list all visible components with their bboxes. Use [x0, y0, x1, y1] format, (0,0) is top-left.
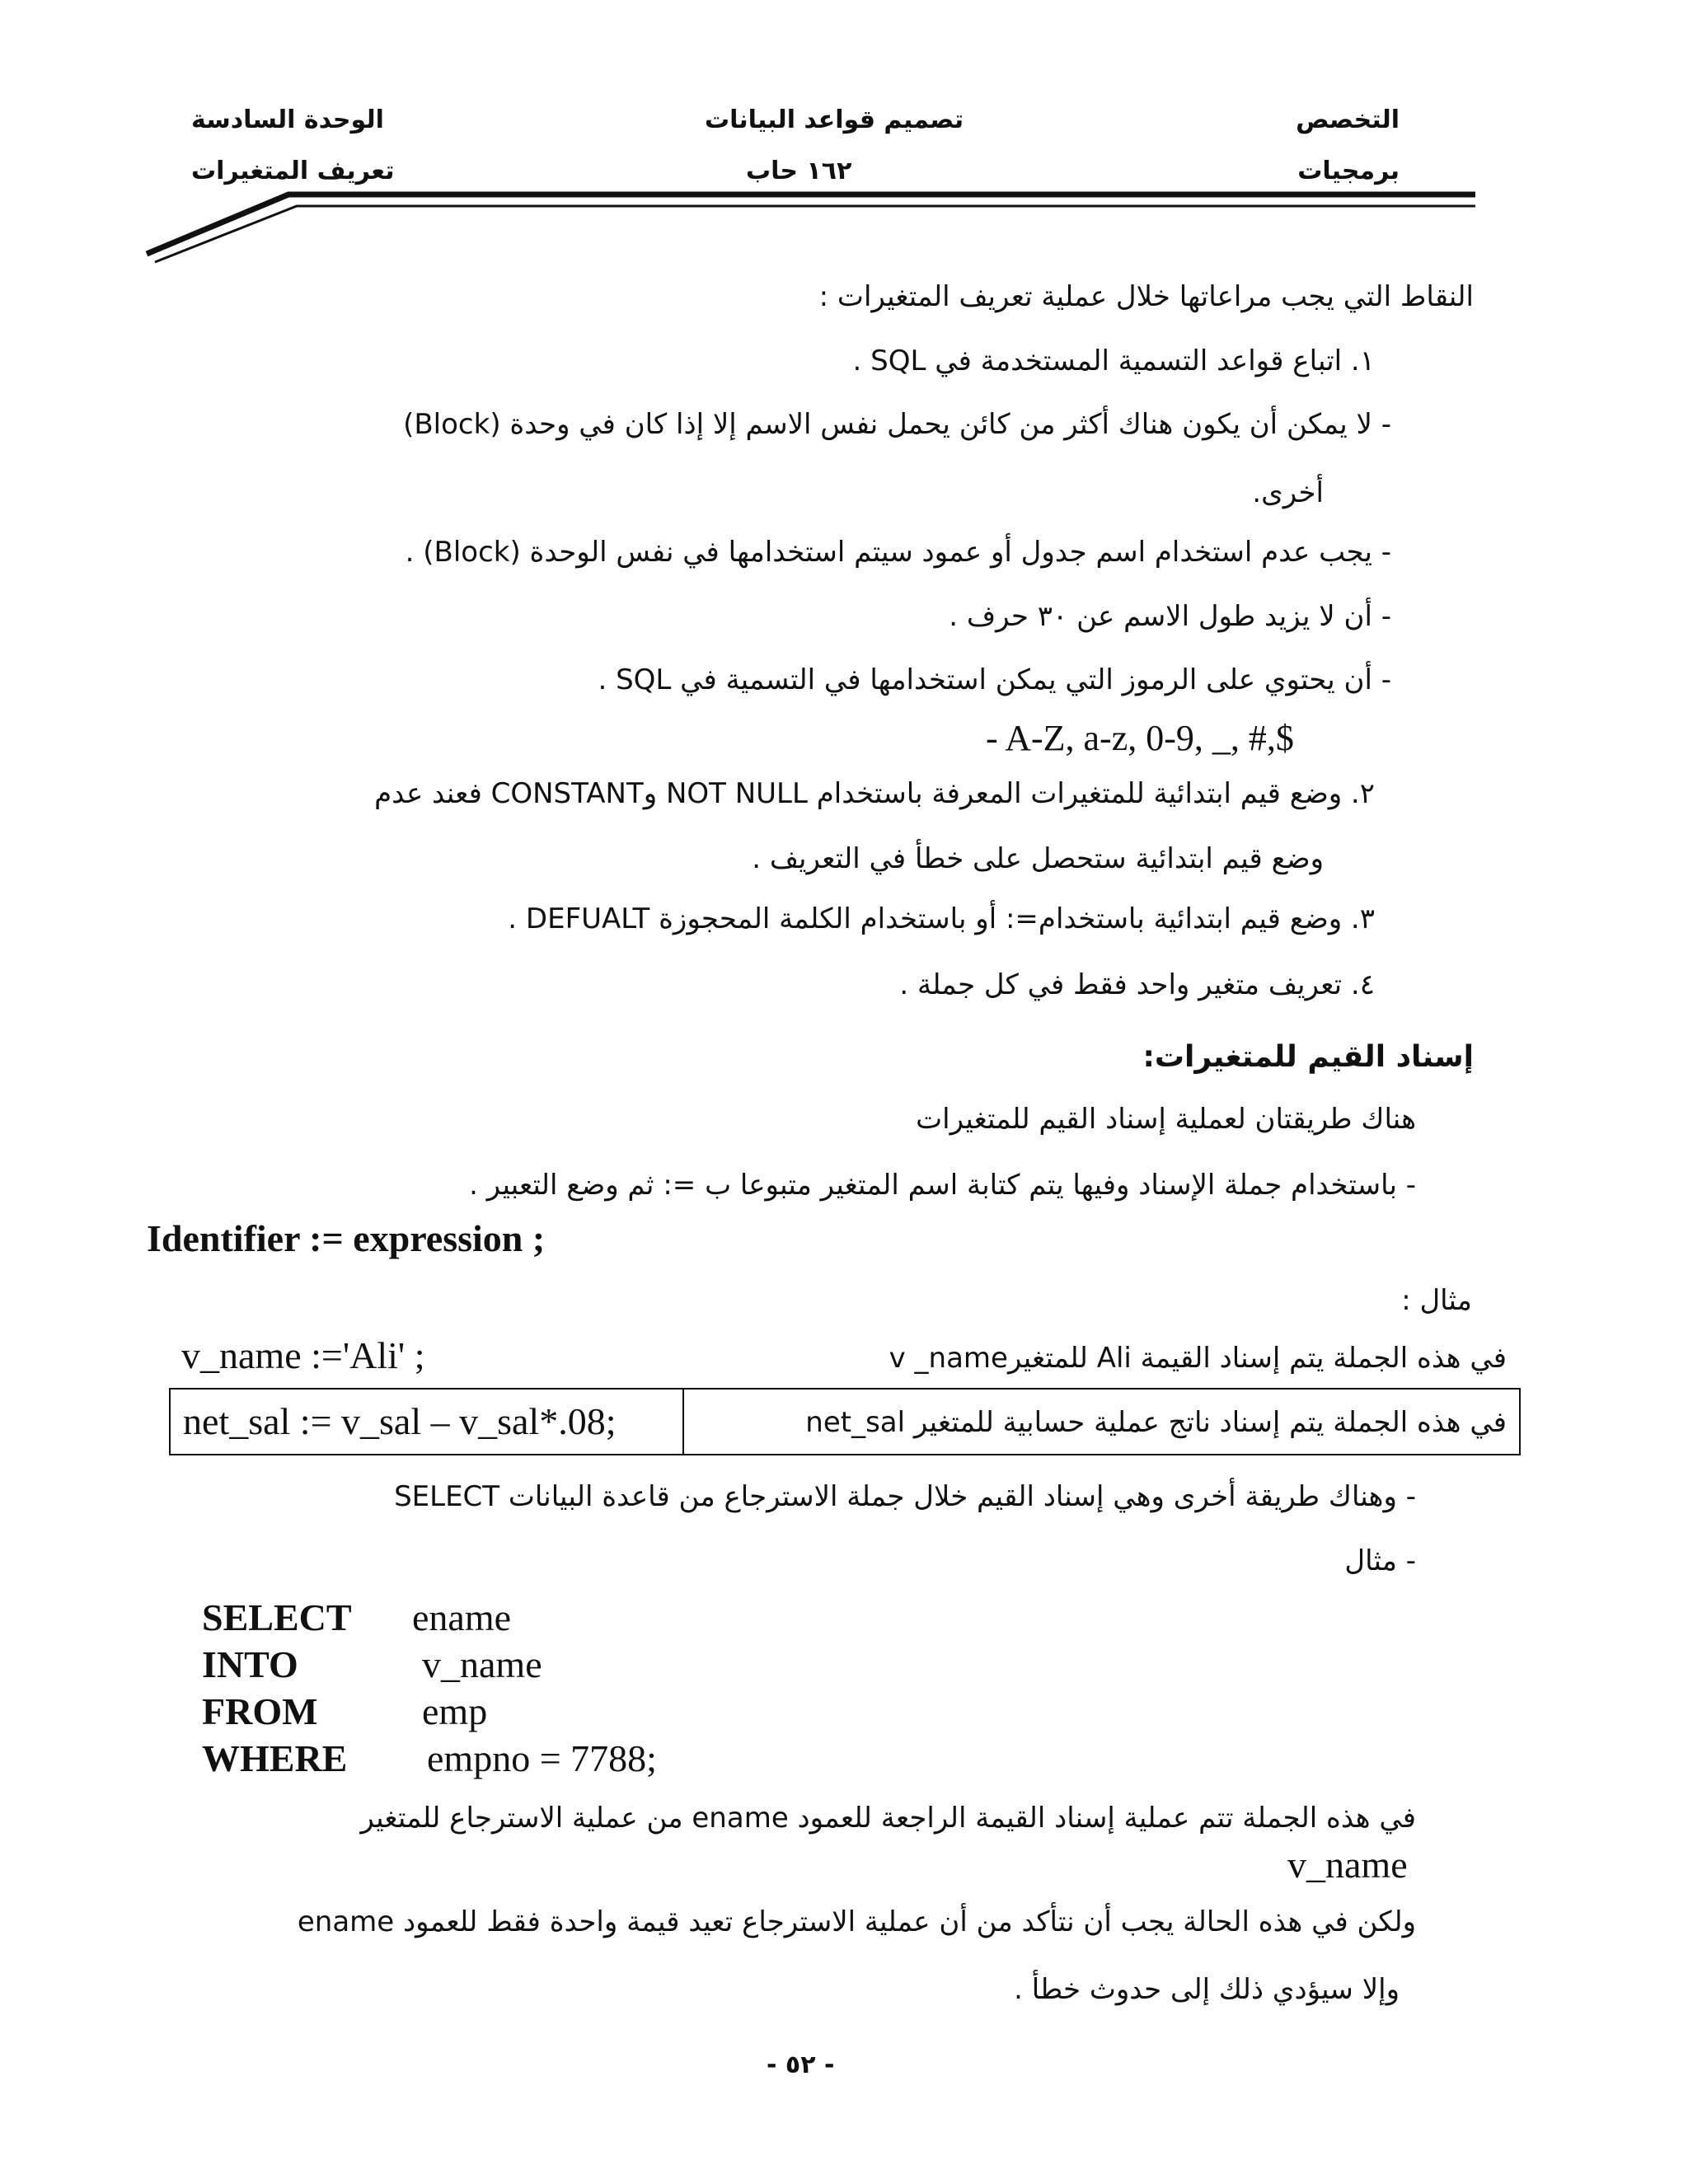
example-row1-code: v_name :='Ali' ;: [181, 1334, 425, 1376]
section1-item-4: ٤. تعريف متغير واحد فقط في كل جملة .: [899, 968, 1375, 1001]
explain-line-1: في هذه الجملة تتم عملية إسناد القيمة الراجعة للعمود ename من عملية الاسترجاع للمتغير: [360, 1802, 1416, 1835]
example-table-divider: [682, 1388, 684, 1455]
header-course-title: تصميم قواعد البيانات: [705, 105, 964, 134]
sql-keyword-where: WHERE: [202, 1737, 348, 1779]
sql-keyword-select: SELECT: [202, 1596, 352, 1638]
sql-value-select: ename: [412, 1596, 512, 1638]
section1-item-3: ٣. وضع قيم ابتدائية باستخدام=: أو باستخدام الكلمة المحجوزة DEFUALT .: [508, 902, 1375, 935]
section1-dash-1-line2: أخرى.: [1252, 476, 1324, 509]
explain-line-2: v_name: [1287, 1844, 1408, 1886]
section1-dash-2: - يجب عدم استخدام اسم جدول أو عمود سيتم استخدامها في نفس الوحدة (Block) .: [405, 536, 1391, 569]
section1-intro: النقاط التي يجب مراعاتها خلال عملية تعريف المتغيرات :: [818, 280, 1474, 313]
section2-heading: إسناد القيم للمتغيرات:: [1142, 1040, 1474, 1074]
header-specialty-value: برمجيات: [1297, 157, 1400, 185]
sql-value-into: v_name: [422, 1643, 542, 1685]
example-row2-code: net_sal := v_sal – v_sal*.08;: [183, 1400, 617, 1442]
header-unit-title: تعريف المتغيرات: [191, 157, 395, 185]
section1-dash-1-line1: - لا يمكن أن يكون هناك أكثر من كائن يحمل نفس الاسم إلا إذا كان في وحدة (Block): [403, 408, 1391, 441]
section2-dash-1: - باستخدام جملة الإسناد وفيها يتم كتابة اسم المتغير متبوعا ب =: ثم وضع التعبير .: [469, 1169, 1416, 1202]
section1-item-2-line2: وضع قيم ابتدائية ستحصل على خطأ في التعريف .: [752, 842, 1324, 875]
page-number: - ٥٢ -: [767, 2050, 835, 2079]
example-row1-desc: في هذه الجملة يتم إسناد القيمة Ali للمتغيرv _name: [889, 1342, 1507, 1375]
sql-keyword-from: FROM: [202, 1690, 318, 1732]
header-divider: [0, 0, 1688, 272]
section1-dash-4: - أن يحتوي على الرموز التي يمكن استخدامها في التسمية في SQL .: [598, 663, 1391, 696]
section2-dash-2: - وهناك طريقة أخرى وهي إسناد القيم خلال جملة الاسترجاع من قاعدة البيانات SELECT: [394, 1480, 1416, 1513]
header-course-code: ١٦٢ حاب: [746, 157, 852, 185]
sql-keyword-into: INTO: [202, 1643, 298, 1685]
section1-dash-3: - أن لا يزيد طول الاسم عن ٣٠ حرف .: [949, 600, 1391, 633]
example-row2-desc: في هذه الجملة يتم إسناد ناتج عملية حسابية للمتغير net_sal: [805, 1406, 1507, 1439]
section1-item-2-line1: ٢. وضع قيم ابتدائية للمتغيرات المعرفة باستخدام NOT NULL وCONSTANT فعند عدم: [374, 777, 1375, 810]
note-line-2: وإلا سيؤدي ذلك إلى حدوث خطأ .: [1014, 1973, 1400, 2006]
note-line-1: ولكن في هذه الحالة يجب أن نتأكد من أن عملية الاسترجاع تعيد قيمة واحدة فقط للعمود ename: [297, 1905, 1416, 1938]
header-specialty-label: التخصص: [1296, 105, 1400, 134]
section1-item-1: ١. اتباع قواعد التسمية المستخدمة في SQL .: [852, 344, 1375, 377]
sql-value-from: emp: [422, 1690, 488, 1732]
example2-label: - مثال: [1344, 1544, 1416, 1577]
header-unit-label: الوحدة السادسة: [191, 105, 384, 134]
section1-dash-5: - A-Z, a-z, 0-9, _, #,$: [986, 718, 1294, 758]
sql-value-where: empno = 7788;: [427, 1737, 657, 1779]
section2-intro: هناك طريقتان لعملية إسناد القيم للمتغيرات: [916, 1103, 1416, 1136]
assignment-syntax: Identifier := expression ;: [147, 1217, 546, 1259]
example-label: مثال :: [1401, 1284, 1472, 1317]
